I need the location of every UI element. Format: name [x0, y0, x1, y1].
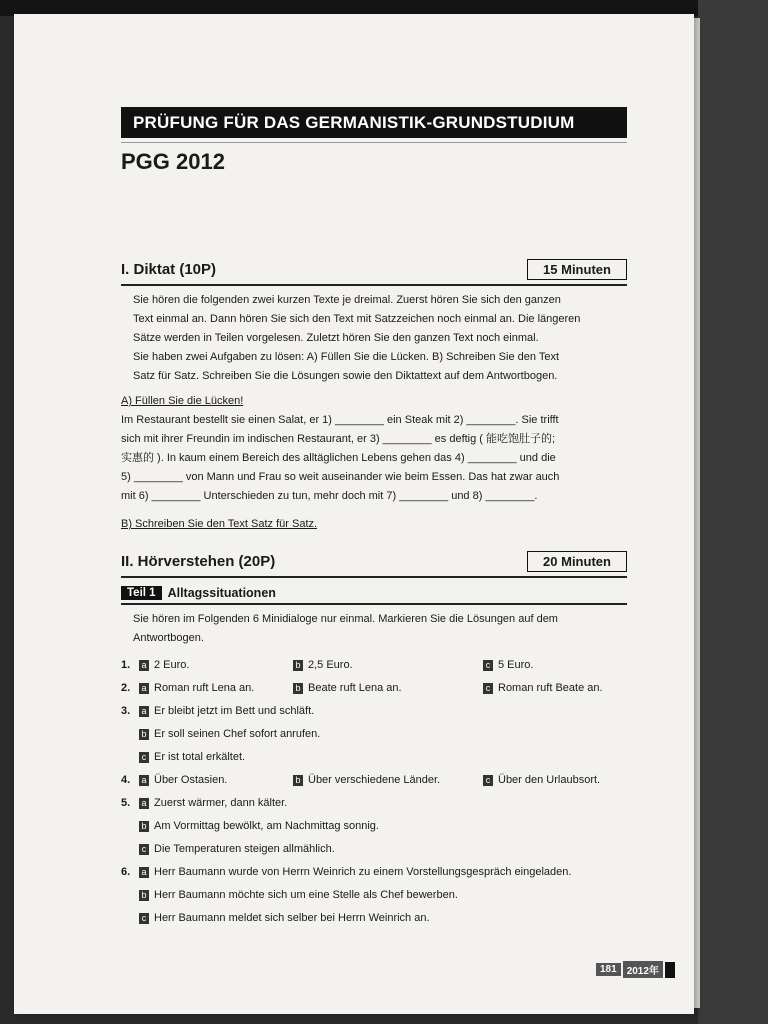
option-letter-b: b	[293, 660, 303, 671]
question-number: 1.	[121, 659, 131, 671]
option-letter-a: a	[139, 683, 149, 694]
option-text: Über Ostasien.	[154, 774, 228, 786]
option-text: Herr Baumann wurde von Herrn Weinrich zu einem Vorstellungsgespräch eingeladen.	[154, 866, 572, 878]
instruction-line: Sie hören die folgenden zwei kurzen Texte je dreimal. Zuerst hören Sie sich den ganzen	[133, 294, 561, 306]
option-a	[139, 792, 287, 815]
option-letter-a: a	[139, 660, 149, 671]
option-a	[139, 861, 571, 884]
task-a-line: Im Restaurant bestellt sie einen Salat, er 1) ________ ein Steak mit 2) ________. Sie trifft	[121, 414, 559, 426]
instruction-line: Antwortbogen.	[133, 632, 204, 644]
exam-subtitle: PGG 2012	[121, 149, 225, 174]
section-2-instructions	[121, 610, 627, 648]
option-text: Er bleibt jetzt im Bett und schläft.	[154, 705, 315, 717]
option-b	[139, 723, 320, 746]
option-letter-a: a	[139, 867, 149, 878]
option-text: Die Temperaturen steigen allmählich.	[154, 843, 335, 855]
option-letter-c: c	[139, 752, 149, 763]
task-a-line: sich mit ihrer Freundin im indischen Restaurant, er 3) ________ es deftig ( 能吃饱肚子的;	[121, 433, 556, 445]
option-a	[139, 677, 293, 700]
option-text: Roman ruft Beate an.	[498, 682, 603, 694]
question-2	[121, 677, 627, 700]
option-letter-b: b	[139, 729, 149, 740]
teil-rule	[121, 603, 627, 605]
option-letter-a: a	[139, 706, 149, 717]
section-1-time-box: 15 Minuten	[527, 259, 627, 280]
task-a	[121, 392, 627, 506]
option-text: 5 Euro.	[498, 659, 534, 671]
option-c	[139, 746, 245, 769]
option-c	[139, 907, 430, 930]
option-b	[139, 884, 458, 907]
instruction-line: Sie hören im Folgenden 6 Minidialoge nur einmal. Markieren Sie die Lösungen auf dem	[133, 613, 558, 625]
question-1	[121, 654, 627, 677]
option-c	[483, 677, 627, 700]
option-text: Roman ruft Lena an.	[154, 682, 255, 694]
page-tab-marker	[665, 962, 675, 978]
question-number: 6.	[121, 866, 131, 878]
instruction-line: Sätze werden in Teilen vorgelesen. Zuletzt hören Sie den ganzen Text noch einmal.	[133, 332, 539, 344]
question-number: 3.	[121, 705, 131, 717]
section-2-title: II. Hörverstehen (20P)	[121, 553, 276, 570]
option-text: Über verschiedene Länder.	[308, 774, 441, 786]
option-text: Über den Urlaubsort.	[498, 774, 601, 786]
page-footer	[596, 961, 675, 978]
task-a-line: mit 6) ________ Unterschieden zu tun, mehr doch mit 7) ________ und 8) ________.	[121, 490, 538, 502]
option-letter-b: b	[139, 821, 149, 832]
option-b	[139, 815, 379, 838]
question-6	[121, 861, 627, 884]
option-b	[293, 654, 483, 677]
question-6-option-b-row	[121, 884, 627, 907]
exam-title-bar: PRÜFUNG FÜR DAS GERMANISTIK-GRUNDSTUDIUM	[121, 107, 627, 138]
option-letter-c: c	[139, 844, 149, 855]
option-text: 2 Euro.	[154, 659, 190, 671]
section-2-rule	[121, 576, 627, 578]
footer-year: 2012年	[623, 961, 663, 978]
option-c	[139, 838, 335, 861]
option-text: Herr Baumann möchte sich um eine Stelle als Chef bewerben.	[154, 889, 458, 901]
option-text: Er soll seinen Chef sofort anrufen.	[154, 728, 321, 740]
section-1-rule	[121, 284, 627, 286]
page-content	[121, 107, 627, 930]
page-number: 181	[596, 963, 621, 976]
question-number: 5.	[121, 797, 131, 809]
instruction-line: Satz für Satz. Schreiben Sie die Lösungen sowie den Diktattext auf dem Antwortbogen.	[133, 370, 558, 382]
option-text: Herr Baumann meldet sich selber bei Herrn Weinrich an.	[154, 912, 430, 924]
title-rule	[121, 142, 627, 143]
question-3	[121, 700, 627, 723]
teil-1-header	[121, 586, 627, 600]
option-c	[483, 654, 627, 677]
question-5	[121, 792, 627, 815]
section-1-instructions	[121, 291, 627, 386]
task-a-title: A) Füllen Sie die Lücken!	[121, 395, 244, 407]
section-1-header	[121, 259, 627, 280]
question-5-option-c-row	[121, 838, 627, 861]
question-number: 4.	[121, 774, 131, 786]
question-4	[121, 769, 627, 792]
option-a	[139, 654, 293, 677]
option-b	[293, 769, 483, 792]
option-letter-b: b	[293, 775, 303, 786]
option-text: Zuerst wärmer, dann kälter.	[154, 797, 288, 809]
option-c	[483, 769, 627, 792]
question-3-option-b-row	[121, 723, 627, 746]
instruction-line: Sie haben zwei Aufgaben zu lösen: A) Füllen Sie die Lücken. B) Schreiben Sie den Text	[133, 351, 560, 363]
option-letter-a: a	[139, 798, 149, 809]
question-5-option-b-row	[121, 815, 627, 838]
option-text: 2,5 Euro.	[308, 659, 353, 671]
instruction-line: Text einmal an. Dann hören Sie sich den Text mit Satzzeichen noch einmal an. Die längeren	[133, 313, 581, 325]
option-text: Er ist total erkältet.	[154, 751, 246, 763]
option-a	[139, 700, 314, 723]
section-2-time-box: 20 Minuten	[527, 551, 627, 572]
task-b-title: B) Schreiben Sie den Text Satz für Satz.	[121, 518, 318, 530]
question-list	[121, 654, 627, 930]
scan-backdrop-right	[698, 0, 768, 1024]
task-a-line: 5) ________ von Mann und Frau so weit auseinander wie beim Essen. Das hat zwar auch	[121, 471, 560, 483]
teil-title: Alltagssituationen	[167, 586, 276, 600]
section-1-title: I. Diktat (10P)	[121, 261, 217, 278]
teil-badge: Teil 1	[121, 586, 162, 600]
option-text: Beate ruft Lena an.	[308, 682, 402, 694]
question-3-option-c-row	[121, 746, 627, 769]
option-text: Am Vormittag bewölkt, am Nachmittag sonnig.	[154, 820, 379, 832]
option-letter-c: c	[483, 660, 493, 671]
option-letter-b: b	[293, 683, 303, 694]
option-b	[293, 677, 483, 700]
task-a-line: 实惠的 ). In kaum einem Bereich des alltäglichen Lebens gehen das 4) ________ und die	[121, 452, 556, 464]
question-6-option-c-row	[121, 907, 627, 930]
option-letter-b: b	[139, 890, 149, 901]
option-letter-a: a	[139, 775, 149, 786]
question-number: 2.	[121, 682, 131, 694]
exam-page	[14, 14, 694, 1014]
option-letter-c: c	[483, 775, 493, 786]
section-2-header	[121, 551, 627, 572]
option-letter-c: c	[483, 683, 493, 694]
option-letter-c: c	[139, 913, 149, 924]
option-a	[139, 769, 293, 792]
